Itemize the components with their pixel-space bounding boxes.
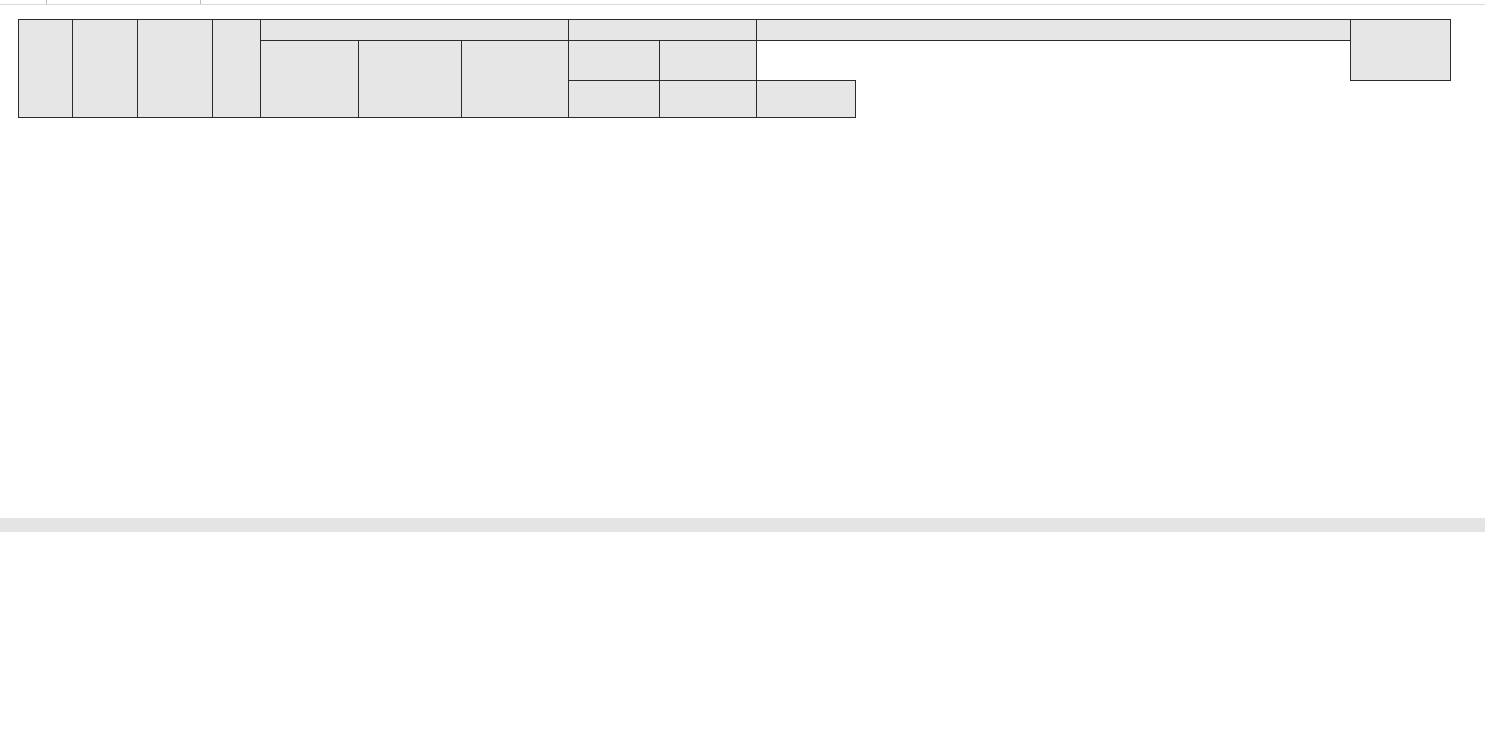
- top-tick: [46, 0, 47, 4]
- header-deposit-2-when: [660, 81, 757, 118]
- header-type: [19, 20, 73, 118]
- price-table: [18, 19, 1451, 118]
- top-tick: [200, 0, 201, 4]
- header-deposit: [569, 20, 757, 41]
- header-building: [359, 41, 462, 118]
- header-balance-when: [757, 81, 856, 118]
- header-dong: [73, 20, 138, 118]
- header-deposit-1: [569, 41, 660, 81]
- header-middle: [757, 20, 1351, 41]
- top-rule: [0, 4, 1485, 5]
- header-subtotal: [462, 41, 569, 118]
- header-deposit-1-when: [569, 81, 660, 118]
- page-separator: [0, 518, 1485, 532]
- header-balance: [1351, 20, 1451, 81]
- header-land: [261, 41, 359, 118]
- header-sale-price: [261, 20, 569, 41]
- header-units: [213, 20, 261, 118]
- header-floor: [138, 20, 213, 118]
- header-deposit-2: [660, 41, 757, 81]
